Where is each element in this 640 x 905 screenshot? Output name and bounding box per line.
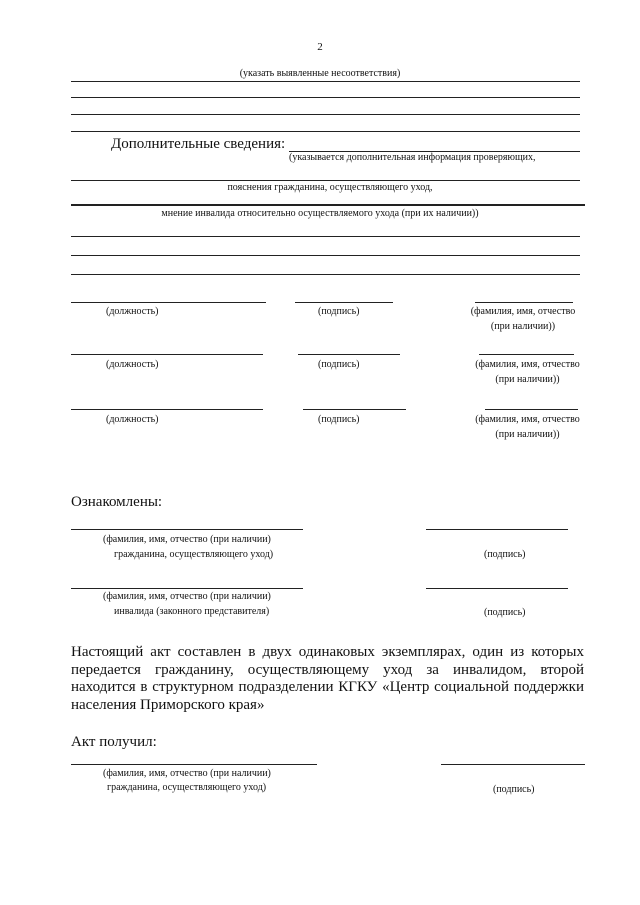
received-sign-caption: (подпись)	[493, 784, 535, 795]
blank-line	[71, 114, 580, 115]
discrepancies-caption: (указать выявленные несоответствия)	[239, 68, 401, 79]
received-caption-1: (фамилия, имя, отчество (при наличии)	[103, 768, 271, 779]
invalid-caption-2: инвалида (законного представителя)	[114, 606, 270, 617]
blank-line	[71, 236, 580, 237]
invalid-sign-line	[426, 588, 568, 589]
invalid-sign-caption: (подпись)	[484, 607, 526, 618]
name-caption: (фамилия, имя, отчество	[470, 306, 576, 317]
blank-line	[71, 131, 580, 132]
blank-line	[71, 97, 580, 98]
invalid-name-line	[71, 588, 303, 589]
signature-line	[298, 354, 400, 355]
signature-caption: (подпись)	[318, 414, 360, 425]
position-line	[71, 354, 263, 355]
name-caption: (фамилия, имя, отчество	[475, 414, 580, 425]
discrepancies-line	[71, 81, 580, 82]
signature-caption: (подпись)	[318, 359, 360, 370]
page-number: 2	[317, 41, 323, 53]
blank-line	[71, 255, 580, 256]
caregiver-sign-line	[426, 529, 568, 530]
signature-caption: (подпись)	[318, 306, 360, 317]
additional-caption-2: пояснения гражданина, осуществляющего уход,	[227, 182, 433, 193]
position-line	[71, 409, 263, 410]
position-line	[71, 302, 266, 303]
statement-paragraph: Настоящий акт составлен в двух одинаковых экземплярах, один из которых передается гражданину, осуществляющему уход за инвалидом, второй находится в структурном подразделении КГКУ «Центр социальной поддержки населения Приморского края»	[71, 644, 584, 713]
acquainted-title: Ознакомлены:	[71, 494, 163, 510]
caregiver-name-line	[71, 529, 303, 530]
received-sign-line	[441, 764, 585, 765]
signature-line	[295, 302, 393, 303]
blank-line	[71, 274, 580, 275]
name-caption: (фамилия, имя, отчество	[475, 359, 580, 370]
received-name-line	[71, 764, 317, 765]
name-line	[485, 409, 578, 410]
position-caption: (должность)	[106, 359, 159, 370]
blank-line	[71, 204, 585, 206]
caregiver-caption-2: гражданина, осуществляющего уход)	[114, 549, 274, 560]
name-caption: (при наличии))	[495, 374, 560, 385]
name-caption: (при наличии))	[490, 321, 556, 332]
position-caption: (должность)	[106, 306, 159, 317]
received-title: Акт получил:	[71, 734, 157, 750]
additional-caption-3: мнение инвалида относительно осуществляемого ухода (при их наличии))	[161, 208, 479, 219]
invalid-caption-1: (фамилия, имя, отчество (при наличии)	[103, 591, 271, 602]
name-line	[475, 302, 573, 303]
position-caption: (должность)	[106, 414, 159, 425]
signature-line	[303, 409, 406, 410]
additional-title: Дополнительные сведения:	[111, 136, 286, 152]
caregiver-caption-1: (фамилия, имя, отчество (при наличии)	[103, 534, 271, 545]
additional-caption-1: (указывается дополнительная информация проверяющих,	[289, 152, 536, 163]
name-caption: (при наличии))	[495, 429, 560, 440]
received-caption-2: гражданина, осуществляющего уход)	[107, 782, 267, 793]
caregiver-sign-caption: (подпись)	[484, 549, 526, 560]
name-line	[479, 354, 574, 355]
